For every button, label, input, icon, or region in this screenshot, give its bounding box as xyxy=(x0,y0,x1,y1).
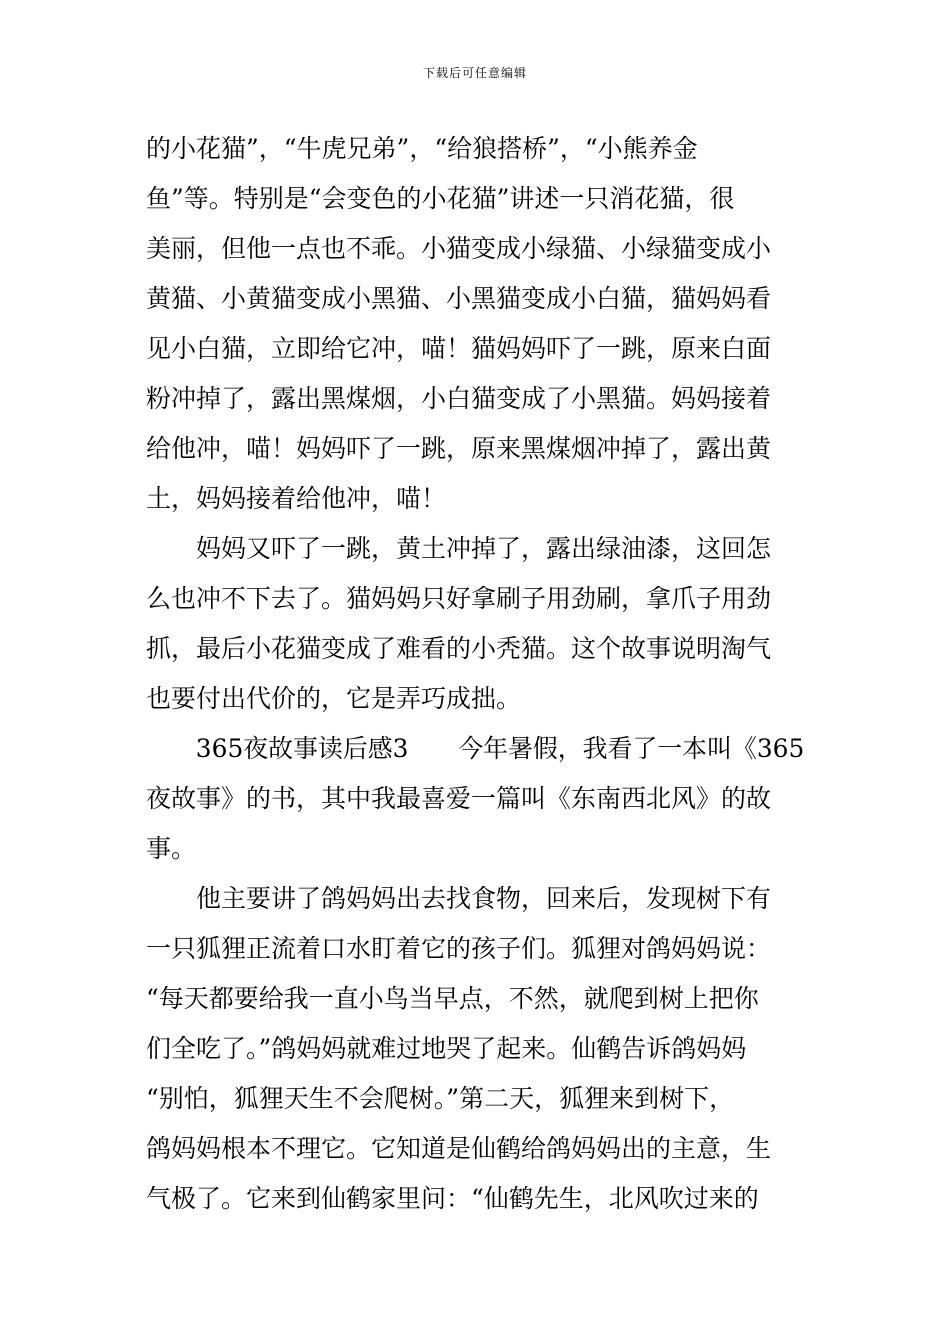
page-header: 下载后可任意编辑 xyxy=(422,66,527,80)
text-line: “别怕，狐狸天生不会爬树。”第二天，狐狸来到树下， xyxy=(146,1084,735,1113)
text-line: 土，妈妈接着给他冲，喵！ xyxy=(146,484,447,513)
text-line: 黄猫、小黄猫变成小黑猫、小黑猫变成小白猫，猫妈妈看 xyxy=(146,284,772,313)
text-line: 也要付出代价的，它是弄巧成拙。 xyxy=(146,684,522,713)
text-line: 事。 xyxy=(146,834,197,863)
text-line: 妈妈又吓了一跳，黄土冲掉了，露出绿油漆，这回怎 xyxy=(146,534,772,563)
text-line: 给他冲，喵！妈妈吓了一跳，原来黑煤烟冲掉了，露出黄 xyxy=(146,434,772,463)
text-line: 365夜故事读后感3 今年暑假，我看了一本叫《365 xyxy=(146,734,805,763)
text-line: 美丽，但他一点也不乖。小猫变成小绿猫、小绿猫变成小 xyxy=(146,234,772,263)
text-line: 夜故事》的书，其中我最喜爱一篇叫《东南西北风》的故 xyxy=(146,784,772,813)
text-line: 么也冲不下去了。猫妈妈只好拿刷子用劲刷，拿爪子用劲 xyxy=(146,584,772,613)
text-line: 粉冲掉了，露出黑煤烟，小白猫变成了小黑猫。妈妈接着 xyxy=(146,384,772,413)
text-line: 鱼”等。特别是“会变色的小花猫”讲述一只消花猫，很 xyxy=(146,184,735,213)
text-line: 他主要讲了鸽妈妈出去找食物，回来后，发现树下有 xyxy=(146,884,772,913)
text-line: 一只狐狸正流着口水盯着它的孩子们。狐狸对鸽妈妈说： xyxy=(146,934,772,963)
text-line: 鸽妈妈根本不理它。它知道是仙鹤给鸽妈妈出的主意，生 xyxy=(146,1134,772,1163)
text-line: 的小花猫”，“牛虎兄弟”，“给狼搭桥”，“小熊养金 xyxy=(146,134,698,163)
text-line: “每天都要给我一直小鸟当早点，不然，就爬到树上把你 xyxy=(146,984,759,1013)
text-line: 气极了。它来到仙鹤家里问：“仙鹤先生，北风吹过来的 xyxy=(146,1184,759,1213)
text-line: 见小白猫，立即给它冲，喵！猫妈妈吓了一跳，原来白面 xyxy=(146,334,772,363)
text-line: 抓，最后小花猫变成了难看的小秃猫。这个故事说明淘气 xyxy=(146,634,772,663)
text-line: 们全吃了。”鸽妈妈就难过地哭了起来。仙鹤告诉鸽妈妈 xyxy=(146,1034,747,1063)
